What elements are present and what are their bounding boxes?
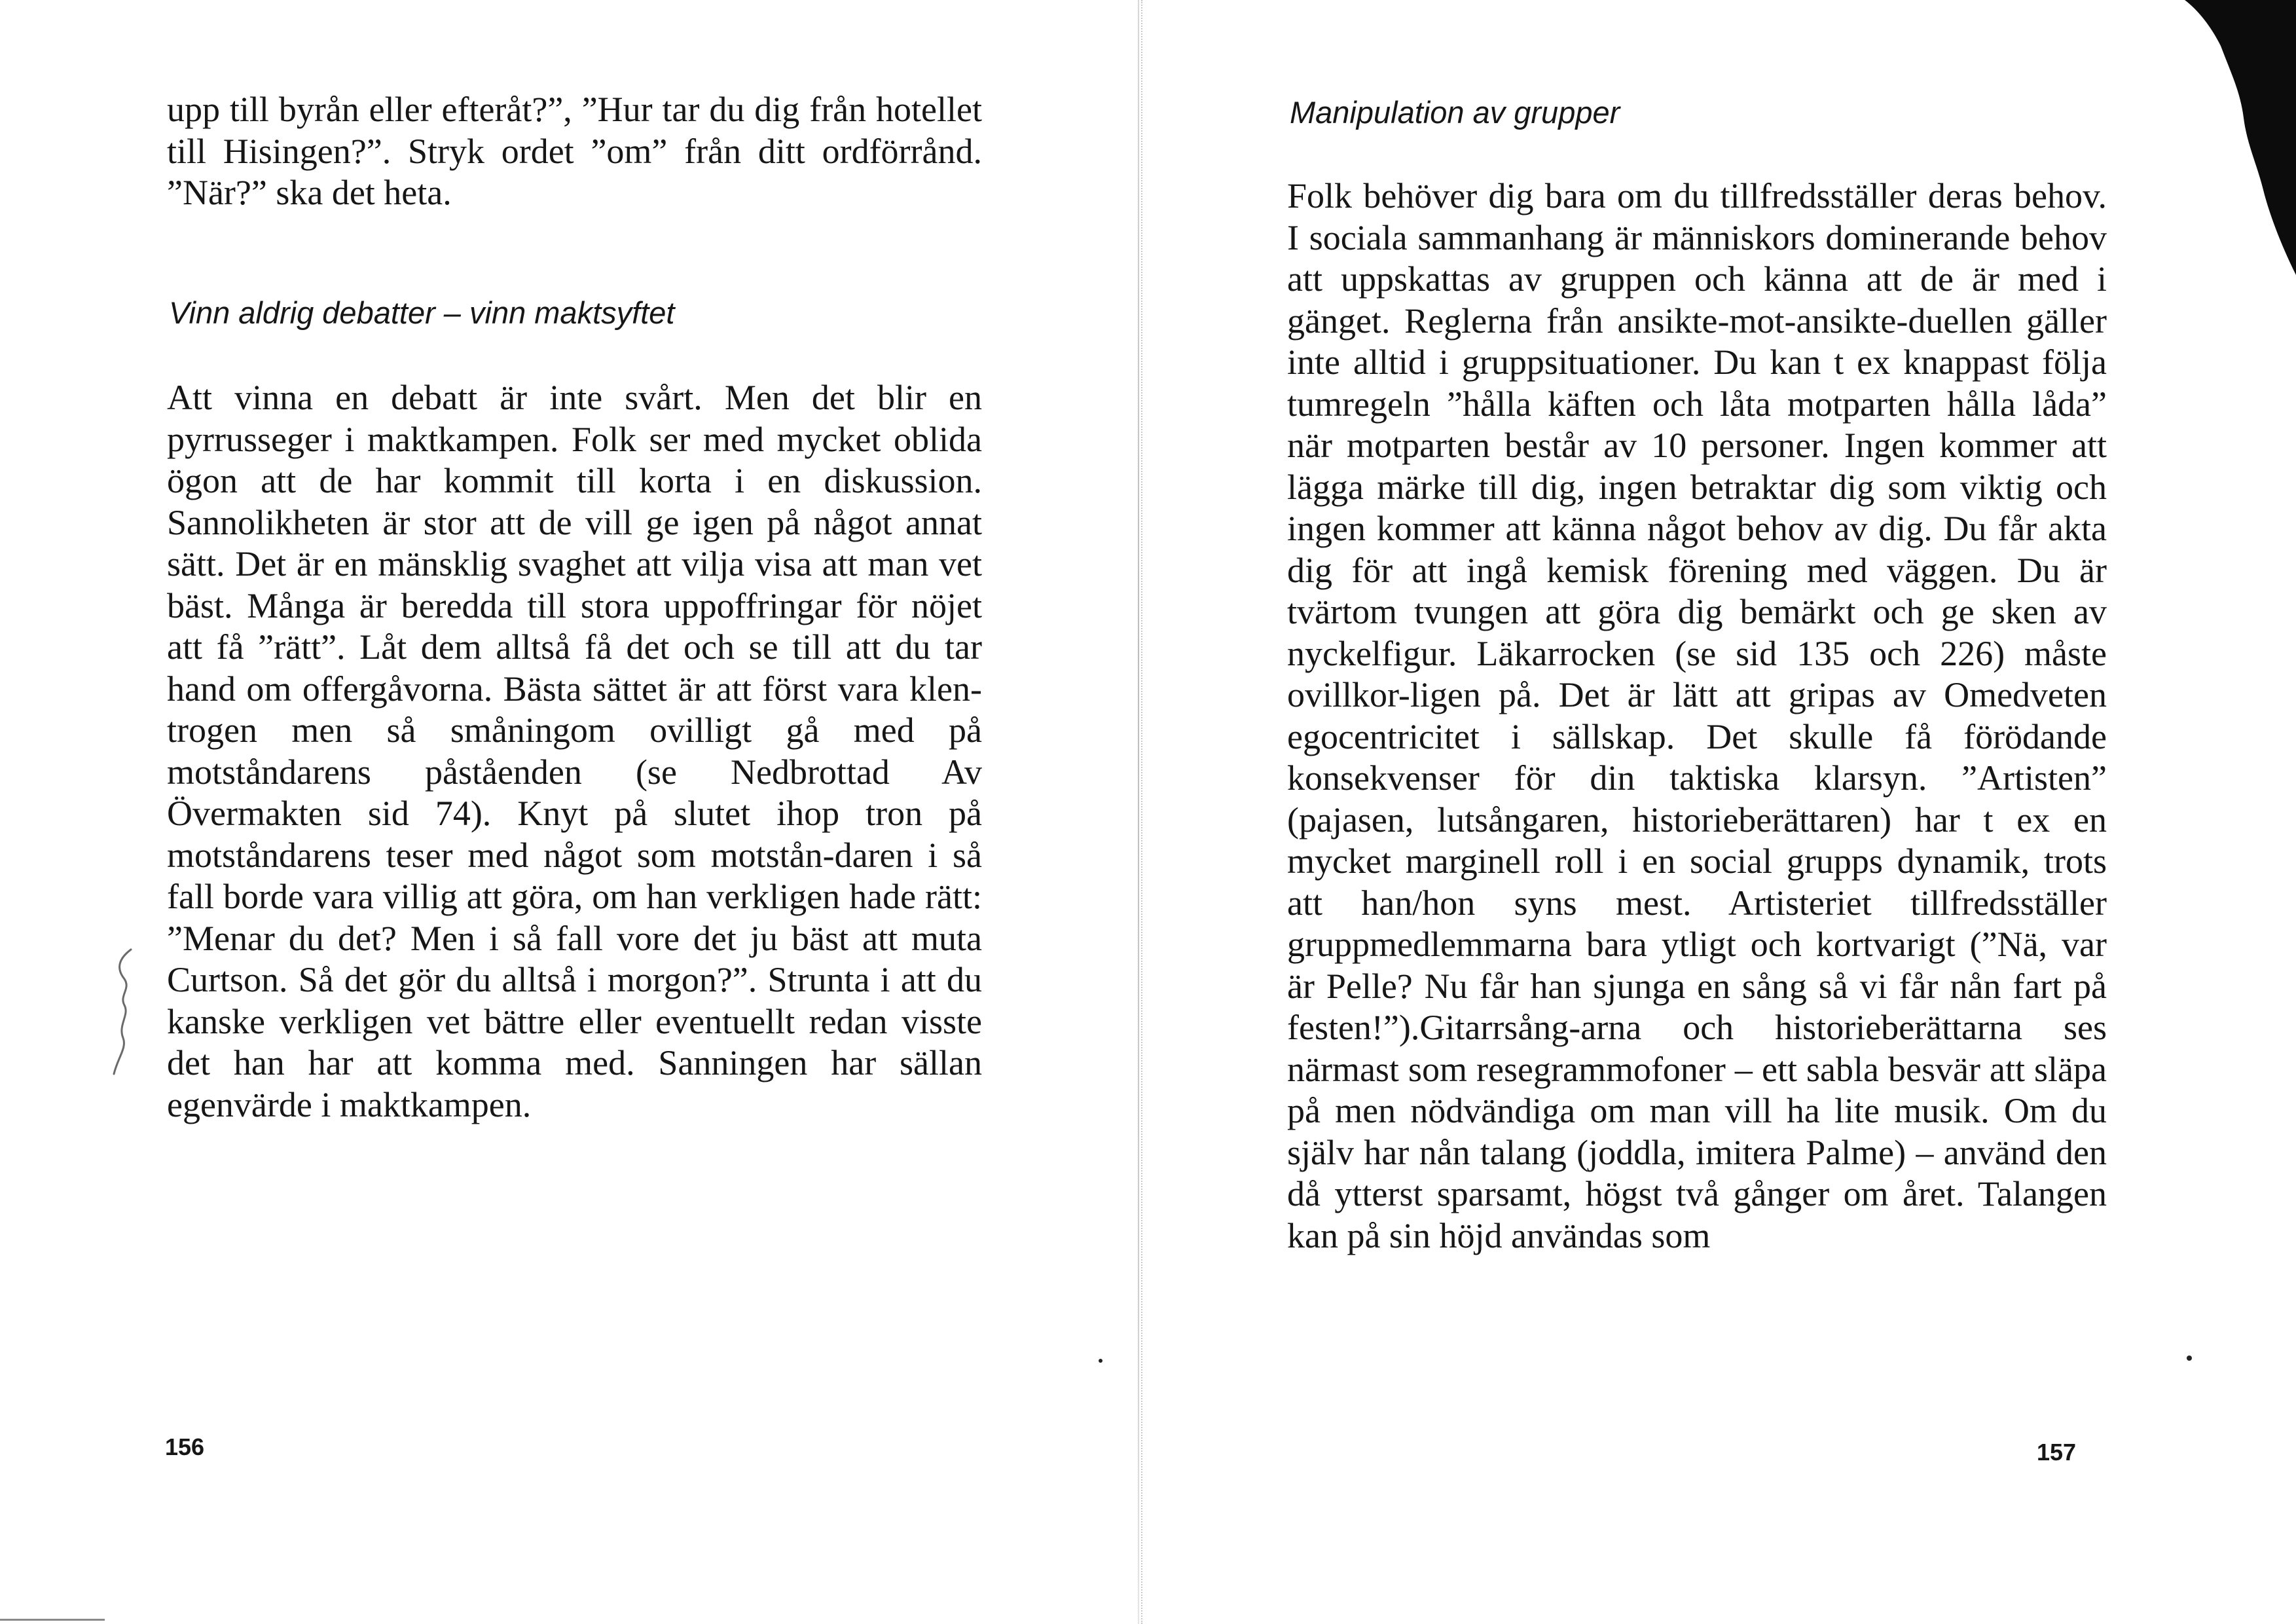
left-continuation-paragraph: upp till byrån eller efteråt?”, ”Hur tar du dig från hotellet till Hisingen?”. Stryk ordet ”om” från ditt ordförrånd. ”När?” ska det heta.: [167, 90, 982, 212]
right-body-text: [1287, 175, 2107, 1257]
right-page-number: 157: [2037, 1439, 2077, 1466]
left-body-text: [167, 377, 982, 1126]
left-page: [0, 0, 1139, 1624]
right-section-heading: Manipulation av grupper: [1290, 95, 1620, 130]
scan-edge-line: [0, 1619, 105, 1621]
left-continuation-text: [167, 89, 982, 214]
left-body-paragraph: Att vinna en debatt är inte svårt. Men det blir en pyrrusseger i maktkampen. Folk ser med mycket oblida ögon att de har kommit till korta i en diskussion. Sannolikheten är stor att de vill ge igen på något annat sätt. Det är en mänsklig svaghet att vilja visa att man vet bäst. Många är beredda till stora uppoffringar för nöjet att få ”rätt”. Låt dem alltså få det och se till att du tar hand om offergåvorna. Bästa sättet är att först vara klen-trogen men så småningom ovilligt gå med på motståndarens påståenden (se Nedbrottad Av Övermakten sid 74). Knyt på slutet ihop tron på motståndarens teser med något som motstån-daren i så fall borde vara villig att göra, om han verkligen hade rätt: ”Menar du det? Men i så fall vore det ju bäst att muta Curtson. Så det gör du alltså i morgon?”. Strunta i att du kanske verkligen vet bättre eller eventuellt redan visste det han har att komma med. Sanningen har sällan egenvärde i maktkampen.: [167, 378, 982, 1124]
pencil-bracket-mark-icon: [105, 943, 144, 1090]
right-body-paragraph: Folk behöver dig bara om du tillfredsställer deras behov. I sociala sammanhang är människors dominerande behov att uppskattas av gruppen och känna att de är med i gänget. Reglerna från ansikte-mot-ansikte-duellen gäller inte alltid i gruppsituationer. Du kan t ex knappast följa tumregeln ”hålla käften och låta motparten hålla låda” när motparten består av 10 personer. Ingen kommer att lägga märke till dig, ingen betraktar dig som viktig och ingen kommer att känna något behov av dig. Du får akta dig för att ingå kemisk förening med väggen. Du är tvärtom tvungen att göra dig bemärkt och ge sken av nyckelfigur. Läkarrocken (se sid 135 och 226) måste ovillkor-ligen på. Det är lätt att gripas av Omedveten egocentricitet i sällskap. Det skulle få förödande konsekvenser för din taktiska klarsyn. ”Artisten” (pajasen, lutsångaren, historieberättaren) har t ex en mycket marginell roll i en social grupps dynamik, trots att han/hon syns mest. Artisteriet tillfredsställer gruppmedlemmarna bara ytligt och kortvarigt (”Nä, var är Pelle? Nu får han sjunga en sång så vi får nån fart på festen!”).Gitarrsång-arna och historieberättarna ses närmast som resegrammofoner – ett sabla besvär att släpa på men nödvändiga om man vill ha lite musik. Om du själv har nån talang (joddla, imitera Palme) – använd den då ytterst sparsamt, högst två gånger om året. Talangen kan på sin höjd användas som: [1287, 176, 2107, 1255]
right-page: [1139, 0, 2296, 1624]
left-page-number: 156: [165, 1433, 205, 1460]
ink-speck: [1099, 1359, 1102, 1363]
ink-speck: [2187, 1356, 2192, 1361]
left-section-heading: Vinn aldrig debatter – vinn maktsyftet: [169, 295, 675, 330]
